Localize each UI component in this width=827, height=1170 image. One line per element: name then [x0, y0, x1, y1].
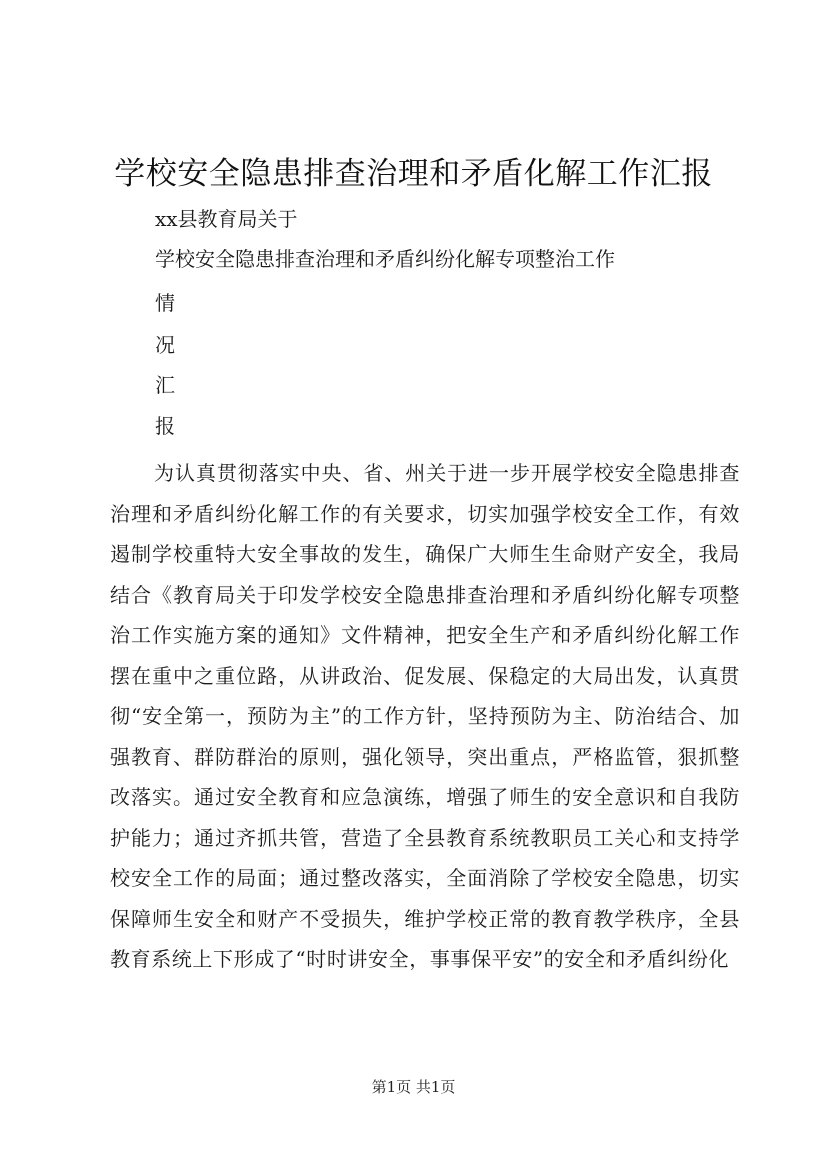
page-number-footer: 第1页 共1页: [371, 1078, 456, 1096]
subtitle-line-1: xx县教育局关于: [155, 207, 298, 231]
vertical-char-2: 况: [155, 333, 175, 357]
vertical-char-1: 情: [155, 291, 175, 315]
subtitle-line-2: 学校安全隐患排查治理和矛盾纠纷化解专项整治工作: [155, 247, 615, 271]
vertical-char-3: 汇: [155, 373, 175, 397]
vertical-char-4: 报: [155, 414, 175, 438]
document-title: 学校安全隐患排查治理和矛盾化解工作汇报: [114, 156, 713, 192]
body-paragraph: 为认真贯彻落实中央、省、州关于进一步开展学校安全隐患排查治理和矛盾纠纷化解工作的有关要求，切实加强学校安全工作，有效遏制学校重特大安全事故的发生，确保广大师生生命财产安全，我局结合《教育局关于印发学校安全隐患排查治理和矛盾纠纷化解专项整治工作实施方案的通知》文件精神，把安全生产和矛盾纠纷化解工作摆在重中之重位路，从讲政治、促发展、保稳定的大局出发，认真贯彻“安全第一，预防为主”的工作方针，坚持预防为主、防治结合、加强教育、群防群治的原则，强化领导，突出重点，严格监管，狠抓整改落实。通过安全教育和应急演练，增强了师生的安全意识和自我防护能力；通过齐抓共管，营造了全县教育系统教职员工关心和支持学校安全工作的局面；通过整改落实，全面消除了学校安全隐患，切实保障师生安全和财产不受损失，维护学校正常的教育教学秩序，全县教育系统上下形成了“时时讲安全，事事保平安”的安全和矛盾纠纷化: [110, 461, 740, 971]
